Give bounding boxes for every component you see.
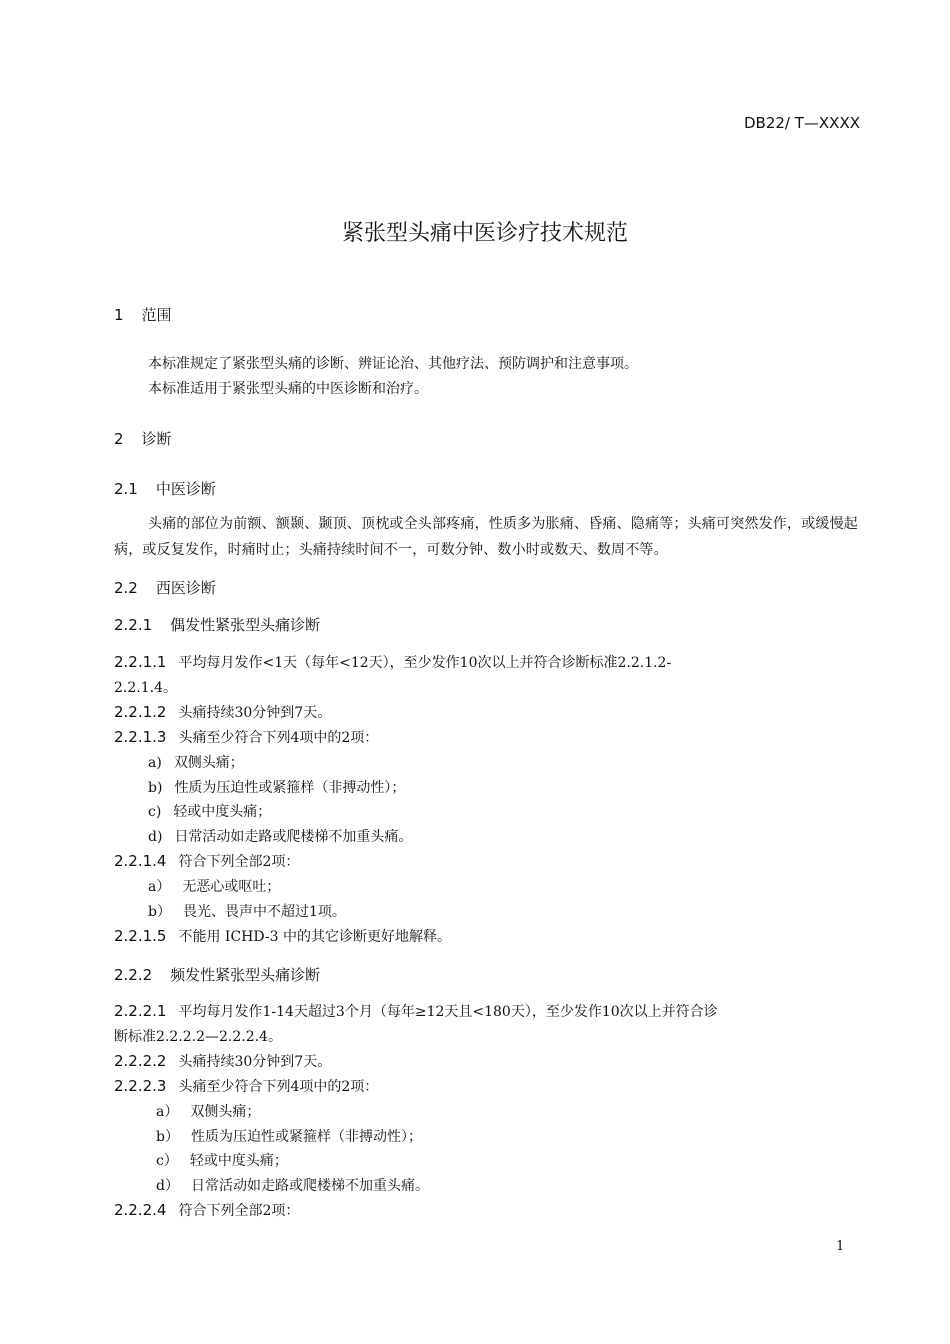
section-2-title: 诊断 bbox=[141, 430, 172, 448]
section-2-1-paragraph: 头痛的部位为前额、额颞、颞顶、顶枕或全头部疼痛，性质多为胀痛、昏痛、隐痛等；头痛可突然发作，或缓慢起病，或反复发作，时痛时止；头痛持续时间不一，可数分钟、数小时或数天、数周不等。 bbox=[114, 516, 858, 558]
section-2-2-2-number: 2.2.2 bbox=[114, 966, 153, 984]
clause-2-2-1-3-text: 头痛至少符合下列4项中的2项： bbox=[178, 730, 379, 746]
list-item-marker: d) bbox=[148, 829, 163, 845]
clause-2-2-2-1 bbox=[114, 1001, 718, 1021]
list-item-marker: b） bbox=[156, 1129, 179, 1145]
clause-2-2-2-2-number: 2.2.2.2 bbox=[114, 1052, 167, 1070]
clause-2-2-2-1-number: 2.2.2.1 bbox=[114, 1002, 167, 1020]
section-2-number: 2 bbox=[114, 430, 124, 448]
list-item bbox=[148, 826, 412, 846]
document-title: 紧张型头痛中医诊疗技术规范 bbox=[341, 221, 628, 246]
section-2-1-title: 中医诊断 bbox=[155, 480, 216, 498]
clause-2-2-2-1-text-cont: 断标准2.2.2.2—2.2.2.4。 bbox=[114, 1029, 282, 1045]
section-1-paragraph-1: 本标准规定了紧张型头痛的诊断、辨证论治、其他疗法、预防调护和注意事项。 bbox=[148, 356, 638, 372]
clause-2-2-1-5 bbox=[114, 926, 451, 946]
section-2-2-2-title: 频发性紧张型头痛诊断 bbox=[170, 966, 321, 984]
list-item-text: 双侧头痛； bbox=[190, 1104, 261, 1120]
section-2-heading bbox=[114, 428, 172, 449]
list-item-marker: a） bbox=[156, 1104, 179, 1120]
clause-2-2-1-4 bbox=[114, 851, 299, 871]
page-number: 1 bbox=[836, 1239, 845, 1254]
clause-2-2-2-2-text: 头痛持续30分钟到7天。 bbox=[178, 1054, 332, 1070]
section-2-2-heading bbox=[114, 577, 216, 598]
section-2-2-1-heading bbox=[114, 614, 320, 635]
clause-2-2-2-4 bbox=[114, 1200, 299, 1220]
clause-2-2-1-2-text: 头痛持续30分钟到7天。 bbox=[178, 705, 332, 721]
section-2-1-heading bbox=[114, 478, 216, 499]
section-2-2-2-heading bbox=[114, 964, 320, 985]
clause-2-2-1-1-number: 2.2.1.1 bbox=[114, 653, 167, 671]
list-item-text: 性质为压迫性或紧箍样（非搏动性）； bbox=[190, 1129, 422, 1145]
clause-2-2-2-4-text: 符合下列全部2项： bbox=[178, 1203, 300, 1219]
list-item-text: 日常活动如走路或爬楼梯不加重头痛。 bbox=[174, 829, 413, 845]
list-item bbox=[148, 752, 244, 772]
list-item-marker: a) bbox=[148, 755, 162, 771]
section-2-1-number: 2.1 bbox=[114, 480, 138, 498]
list-item bbox=[156, 1150, 288, 1170]
clause-2-2-1-5-text: 不能用 ICHD-3 中的其它诊断更好地解释。 bbox=[178, 929, 451, 945]
list-item bbox=[148, 777, 405, 797]
section-2-2-1-title: 偶发性紧张型头痛诊断 bbox=[170, 616, 321, 634]
list-item-marker: a） bbox=[148, 879, 171, 895]
list-item-text: 无恶心或呕吐； bbox=[182, 879, 281, 895]
list-item-text: 性质为压迫性或紧箍样（非搏动性）； bbox=[174, 780, 406, 796]
list-item-text: 轻或中度头痛； bbox=[173, 804, 272, 820]
clause-2-2-1-5-number: 2.2.1.5 bbox=[114, 927, 167, 945]
list-item-text: 日常活动如走路或爬楼梯不加重头痛。 bbox=[190, 1178, 429, 1194]
clause-2-2-1-2 bbox=[114, 702, 331, 722]
clause-2-2-1-2-number: 2.2.1.2 bbox=[114, 703, 167, 721]
section-2-2-1-number: 2.2.1 bbox=[114, 616, 153, 634]
section-2-2-number: 2.2 bbox=[114, 579, 138, 597]
list-item-marker: b) bbox=[148, 780, 163, 796]
section-1-paragraph-2: 本标准适用于紧张型头痛的中医诊断和治疗。 bbox=[148, 381, 428, 397]
clause-2-2-2-3 bbox=[114, 1076, 378, 1096]
list-item bbox=[148, 876, 280, 896]
clause-2-2-2-3-text: 头痛至少符合下列4项中的2项： bbox=[178, 1079, 379, 1095]
clause-2-2-2-2 bbox=[114, 1051, 331, 1071]
list-item bbox=[148, 901, 346, 921]
section-1-heading bbox=[114, 304, 172, 325]
list-item bbox=[156, 1101, 260, 1121]
clause-2-2-1-3-number: 2.2.1.3 bbox=[114, 728, 167, 746]
list-item-text: 轻或中度头痛； bbox=[189, 1153, 288, 1169]
clause-2-2-2-4-number: 2.2.2.4 bbox=[114, 1201, 167, 1219]
clause-2-2-1-4-number: 2.2.1.4 bbox=[114, 852, 167, 870]
standard-code: DB22/ T—XXXX bbox=[743, 114, 860, 132]
clause-2-2-1-1 bbox=[114, 652, 671, 672]
list-item-marker: b） bbox=[148, 904, 171, 920]
list-item-marker: c） bbox=[156, 1153, 178, 1169]
list-item bbox=[156, 1175, 429, 1195]
list-item-marker: c) bbox=[148, 804, 162, 820]
list-item-marker: d） bbox=[156, 1178, 179, 1194]
clause-2-2-1-1-text-cont: 2.2.1.4。 bbox=[114, 680, 177, 696]
list-item-text: 畏光、畏声中不超过1项。 bbox=[182, 904, 346, 920]
section-2-2-title: 西医诊断 bbox=[155, 579, 216, 597]
clause-2-2-1-4-text: 符合下列全部2项： bbox=[178, 854, 300, 870]
list-item-text: 双侧头痛； bbox=[173, 755, 244, 771]
clause-2-2-1-1-text: 平均每月发作<1天（每年<12天），至少发作10次以上并符合诊断标准2.2.1.2- bbox=[178, 655, 672, 671]
list-item bbox=[148, 801, 271, 821]
section-1-number: 1 bbox=[114, 306, 124, 324]
clause-2-2-2-3-number: 2.2.2.3 bbox=[114, 1077, 167, 1095]
clause-2-2-1-3 bbox=[114, 727, 378, 747]
section-1-title: 范围 bbox=[141, 306, 172, 324]
clause-2-2-2-1-text: 平均每月发作1-14天超过3个月（每年≥12天且<180天），至少发作10次以上并符合诊 bbox=[178, 1004, 718, 1020]
list-item bbox=[156, 1126, 422, 1146]
